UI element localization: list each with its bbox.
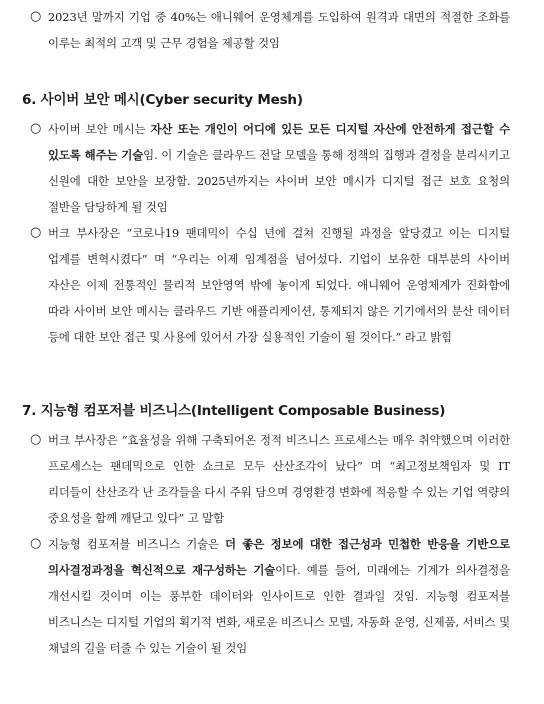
bullet-bold-text: 자산 또는 개인이 어디에 있든 모든 디지털 자산에 안전하게 접근할 수 있도록 해주는 기술 [48, 122, 510, 162]
bullet-marker: ○ [30, 9, 42, 24]
intro-bullet [30, 4, 510, 56]
section-7-bullet-1 [30, 427, 510, 531]
bullet-marker: ○ [30, 432, 42, 447]
bullet-marker: ○ [30, 225, 42, 240]
section-6-bullet-1 [30, 116, 510, 220]
bullet-marker: ○ [30, 536, 42, 551]
bullet-lead-text: 사이버 보안 메시는 [48, 122, 151, 136]
intro-bullet-text: 2023년 말까지 기업 중 40%는 애니웨어 운영체계를 도입하여 원격과 대면의 적절한 조화를 이루는 최적의 고객 및 근무 경험을 제공할 것임 [48, 10, 510, 50]
section-7-bullet-1-text: 버크 부사장은 “효율성을 위해 구축되어온 정적 비즈니스 프로세스는 매우 취약했으며 이러한 프로세스는 팬데믹으로 인한 쇼크로 모두 산산조각이 났다” 며 “최고정보책임자 및 IT 리더들이 산산조각 난 조각들을 다시 주워 담으며 경영환경 변화에 적응할 수 있는 기업 역량의 중요성을 함께 깨닫고 있다” 고 말함 [48, 433, 510, 525]
section-7-bullet-2-text [48, 531, 510, 661]
bullet-rest-text: 이다. 예를 들어, 미래에는 기계가 의사결정을 개선시킬 것이며 이는 풍부한 데이터와 인사이트로 인한 결과일 것임. 지능형 컴포저블 비즈니스는 디지털 기업의 획기적 변화, 새로운 비즈니스 모델, 자동화 운영, 신제품, 서비스 및 채널의 길을 터줄 수 있는 기술이 될 것임 [48, 563, 510, 655]
section-6-bullet-1-text [48, 116, 510, 220]
section-7-heading: 7. 지능형 컴포저블 비즈니스(Intelligent Composable Business) [22, 403, 446, 419]
bullet-bold-text: 더 좋은 정보에 대한 접근성과 민첩한 반응을 기반으로 의사결정과정을 혁신적으로 재구성하는 기술 [48, 537, 511, 577]
section-6-bullet-2-text: 버크 부사장은 “코로나19 팬데믹이 수십 년에 걸쳐 진행될 과정을 앞당겼고 이는 디지털 업계를 변혁시켰다” 며 “우리는 이제 임계점을 넘어섰다. 기업이 보유한 대부분의 사이버 자산은 이제 전통적인 물리적 보안영역 밖에 놓이게 되었다. 애니웨어 운영체계가 진화함에 따라 사이버 보안 메시는 클라우드 기반 애플리케이션, 통제되지 않은 기기에서의 분산 데이터 등에 대한 보안 접근 및 사용에 있어서 가장 실용적인 기술이 될 것이다.” 라고 밝힘 [48, 226, 510, 344]
bullet-lead-text: 지능형 컴포저블 비즈니스 기술은 [48, 537, 226, 551]
section-7-bullet-2 [30, 531, 510, 661]
bullet-marker: ○ [30, 121, 42, 136]
section-6-heading: 6. 사이버 보안 메시(Cyber security Mesh) [22, 92, 303, 108]
bullet-rest-text: 임. 이 기술은 클라우드 전달 모델을 통해 정책의 집행과 결정을 분리시키고 신원에 대한 보안을 보장함. 2025년까지는 사이버 보안 메시가 디지털 접근 보호 요청의 절반을 담당하게 될 것임 [48, 148, 510, 214]
section-6-bullet-2 [30, 220, 510, 350]
